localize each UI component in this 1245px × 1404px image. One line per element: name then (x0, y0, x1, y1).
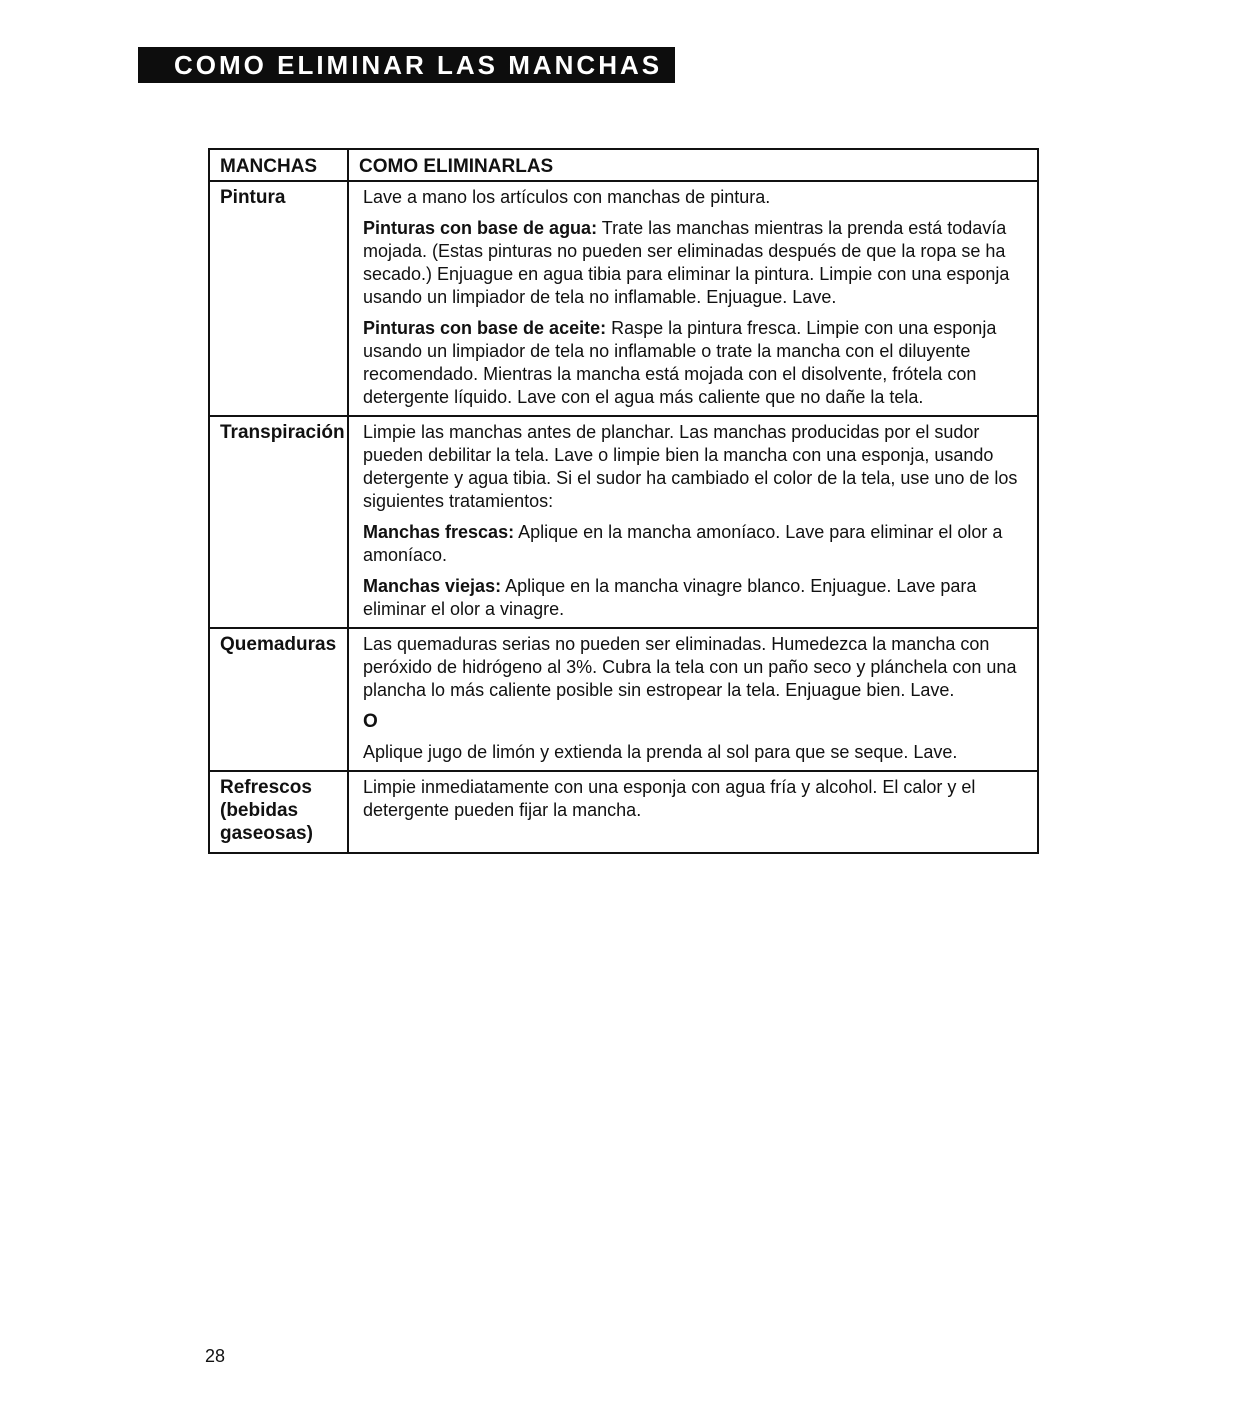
instruction-paragraph (363, 633, 1027, 702)
stain-removal-table (208, 148, 1039, 854)
column-header-stains: MANCHAS (209, 149, 348, 181)
instruction-heading: Pinturas con base de agua: (363, 218, 598, 238)
table-row (209, 628, 1038, 771)
instruction-text: Las quemaduras serias no pueden ser eliminadas. Humedezca la mancha con peróxido de hidrógeno al 3%. Cubra la tela con un paño seco y plánchela con una plancha lo más caliente posible sin estropear la tela. Enjuague bien. Lave. (363, 634, 1017, 700)
instruction-paragraph (363, 741, 1027, 764)
page-number: 28 (205, 1346, 226, 1366)
table-row (209, 181, 1038, 416)
instruction-text: Aplique en la mancha vinagre blanco. Enjuague. Lave para eliminar el olor a vinagre. (363, 576, 977, 619)
removal-instructions (348, 181, 1038, 416)
instruction-paragraph (363, 521, 1027, 567)
table-row (209, 771, 1038, 853)
instruction-text: Aplique jugo de limón y extienda la prenda al sol para que se seque. Lave. (363, 742, 958, 762)
instruction-paragraph (363, 421, 1027, 513)
alternative-separator: O (363, 711, 378, 732)
stain-name: Quemaduras (209, 628, 348, 771)
instruction-heading: Pinturas con base de aceite: (363, 318, 607, 338)
removal-instructions (348, 771, 1038, 853)
instruction-paragraph (363, 217, 1027, 309)
instruction-paragraph (363, 776, 1027, 846)
instruction-paragraph (363, 317, 1027, 409)
instruction-text: Trate las manchas mientras la prenda está todavía mojada. (Estas pinturas no pueden ser eliminadas después de que la ropa se ha secado.) Enjuague en agua tibia para eliminar la pintura. Limpie con una esponja usando un limpiador de tela no inflamable. Enjuague. Lave. (363, 218, 1010, 307)
removal-instructions (348, 628, 1038, 771)
instruction-text: Raspe la pintura fresca. Limpie con una esponja usando un limpiador de tela no inflamable o trate la mancha con el diluyente recomendado. Mientras la mancha está mojada con el disolvente, frótela con detergente líquido. Lave con el agua más caliente que no dañe la tela. (363, 318, 997, 407)
table-row (209, 416, 1038, 628)
stain-name: Transpiración (209, 416, 348, 628)
instruction-heading: Manchas viejas: (363, 576, 502, 596)
instruction-text: Limpie las manchas antes de planchar. Las manchas producidas por el sudor pueden debilitar la tela. Lave o limpie bien la mancha con una esponja, usando detergente y agua tibia. Si el sudor ha cambiado el color de la tela, use uno de los siguientes tratamientos: (363, 422, 1018, 511)
instruction-text: Lave a mano los artículos con manchas de pintura. (363, 187, 771, 207)
removal-instructions (348, 416, 1038, 628)
stain-name: Refrescos (bebidas gaseosas) (209, 771, 348, 853)
table-header-row (209, 149, 1038, 181)
instruction-paragraph (363, 186, 1027, 209)
instruction-paragraph (363, 575, 1027, 621)
page-title: COMO ELIMINAR LAS MANCHAS (138, 47, 675, 83)
instruction-heading: Manchas frescas: (363, 522, 515, 542)
instruction-text: Limpie inmediatamente con una esponja con agua fría y alcohol. El calor y el detergente pueden fijar la mancha. (363, 777, 976, 820)
column-header-removal: COMO ELIMINARLAS (348, 149, 1038, 181)
stain-name: Pintura (209, 181, 348, 416)
instruction-text: Aplique en la mancha amoníaco. Lave para eliminar el olor a amoníaco. (363, 522, 1003, 565)
